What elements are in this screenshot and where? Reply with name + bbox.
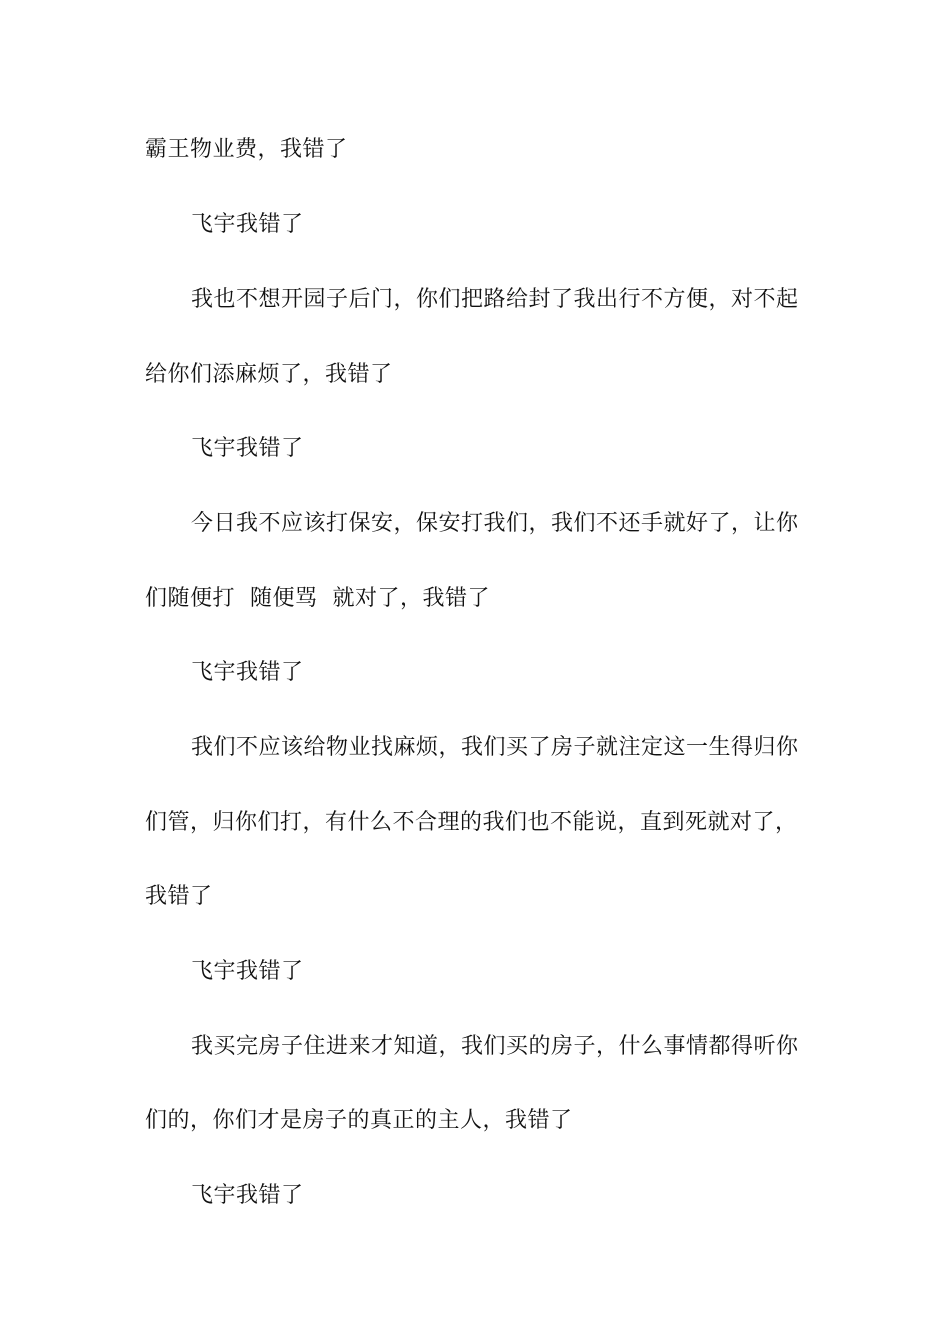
text-line: 飞宇我错了 (191, 660, 304, 685)
text-line: 我买完房子住进来才知道，我们买的房子，什么事情都得听你 (191, 1034, 799, 1059)
text-line: 飞宇我错了 (191, 212, 304, 237)
text-line: 们管，归你们打，有什么不合理的我们也不能说，直到死就对了， (145, 810, 798, 835)
text-line: 我错了 (145, 884, 213, 909)
text-line: 飞宇我错了 (191, 436, 304, 461)
text-line: 飞宇我错了 (191, 959, 304, 984)
text-line: 我们不应该给物业找麻烦，我们买了房子就注定这一生得归你 (191, 735, 799, 760)
text-line: 今日我不应该打保安，保安打我们，我们不还手就好了，让你 (191, 511, 799, 536)
text-line: 给你们添麻烦了，我错了 (145, 362, 393, 387)
text-line: 们随便打 随便骂 就对了，我错了 (145, 586, 490, 611)
text-line: 们的，你们才是房子的真正的主人，我错了 (145, 1108, 573, 1133)
text-line: 霸王物业费，我错了 (145, 137, 348, 162)
text-line: 飞宇我错了 (191, 1183, 304, 1208)
text-line: 我也不想开园子后门，你们把路给封了我出行不方便，对不起 (191, 287, 799, 312)
